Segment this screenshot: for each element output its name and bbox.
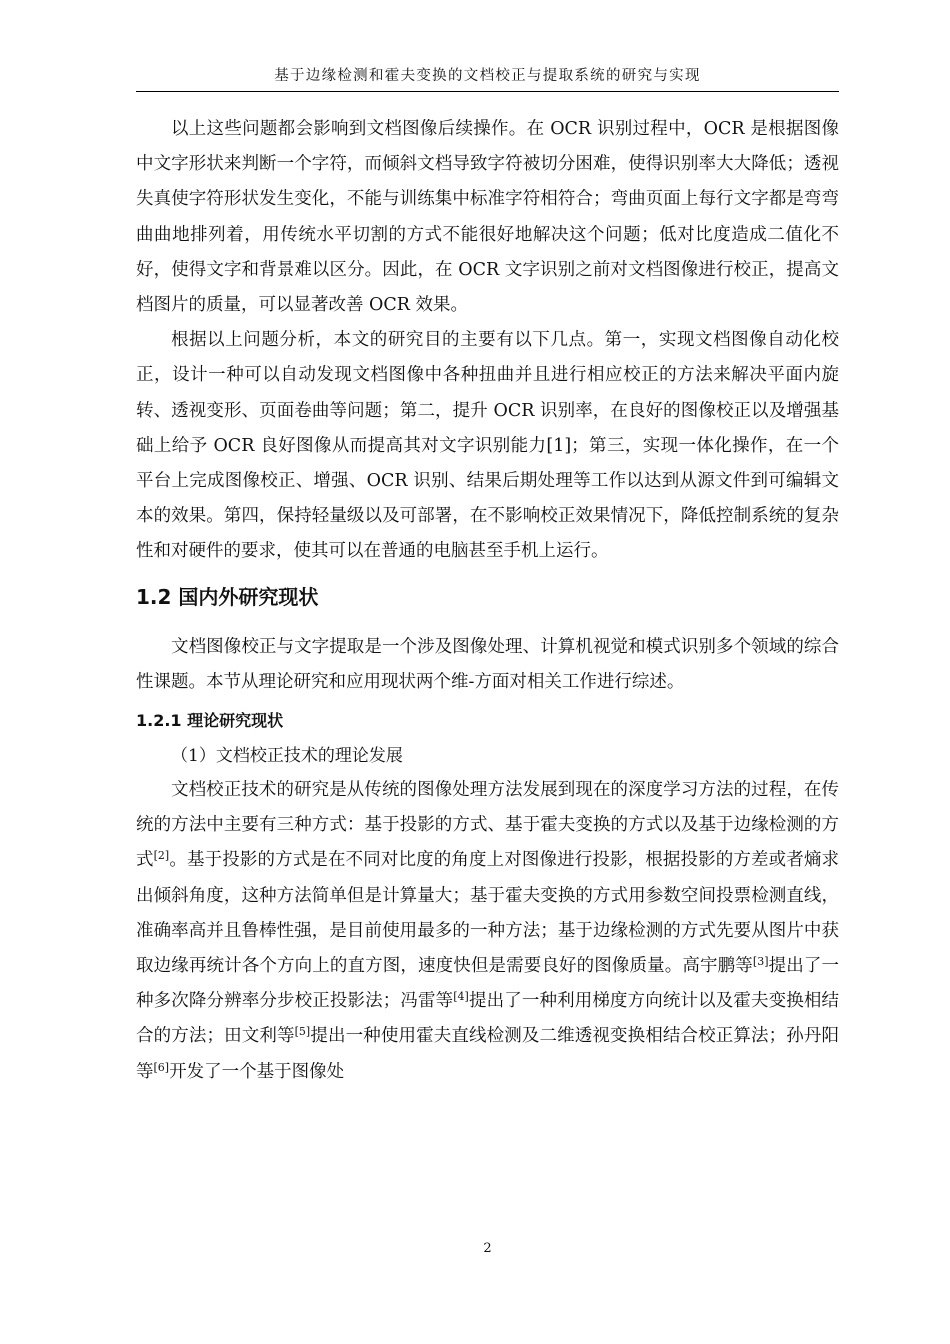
text-run: 提出一种使用霍夫直线检测及二维透视变换相结合校正算法；孙丹阳等 — [136, 1026, 840, 1082]
citation-ref: [5] — [294, 1025, 311, 1039]
text-run: 开发了一个基于图像处 — [169, 1061, 345, 1082]
paragraph-section-intro: 文档图像校正与文字提取是一个涉及图像处理、计算机视觉和模式识别多个领域的综合性课题。本节从理论研究和应用现状两个维-方面对相关工作进行综述。 — [136, 636, 839, 692]
text-run: 。基于投影的方式是在不同对比度的角度上对图像进行投影，根据投影的方差或者熵求出倾斜角度，这种方法简单但是计算量大；基于霍夫变换的方式用参数空间投票检测直线，准确率高并且鲁棒性强，是目前使用最多的一种方法；基于边缘检测的方式先要从图片中获取边缘再统计各个方向上的直方图，速度快但是需要良好的图像质量。高宇鹏等 — [136, 850, 840, 977]
text-run: 提出了一种利用梯度方向统计以及霍夫变换相结合的方法；田文利等 — [136, 991, 839, 1047]
header-rule — [136, 91, 839, 92]
sub-item-heading: （1）文档校正技术的理论发展 — [171, 746, 403, 767]
text-run: 提出了一种多次降分辨率分步校正投影法；冯雷等 — [136, 956, 840, 1012]
page-body — [136, 112, 839, 1090]
running-header: 基于边缘检测和霍夫变换的文档校正与提取系统的研究与实现 — [274, 68, 701, 84]
citation-ref: [4] — [453, 990, 469, 1004]
text-run: 文档校正技术的研究是从传统的图像处理方法发展到现在的深度学习方法的过程，在传统的方法中主要有三种方式：基于投影的方式、基于霍夫变换的方式以及基于边缘检测的方式 — [136, 780, 839, 871]
citation-ref: [3] — [752, 955, 769, 969]
paragraph-correction-methods — [136, 773, 839, 1090]
citation-ref: [2] — [153, 849, 170, 863]
subsection-heading-1-2-1: 1.2.1 理论研究现状 — [136, 711, 284, 731]
paragraph-ocr-problems: 以上这些问题都会影响到文档图像后续操作。在 OCR 识别过程中，OCR 是根据图像中文字形状来判断一个字符，而倾斜文档导致字符被切分困难，使得识别率大大降低；透视失真使字符形状发生变化，不能与训练集中标准字符相符合；弯曲页面上每行文字都是弯弯曲曲地排列着，用传统水平切割的方式不能很好地解决这个问题；低对比度造成二值化不好，使得文字和背景难以区分。因此，在 OCR 文字识别之前对文档图像进行校正，提高文档图片的质量，可以显著改善 OCR 效果。 — [136, 119, 839, 316]
paragraph-research-goals: 根据以上问题分析，本文的研究目的主要有以下几点。第一，实现文档图像自动化校正，设计一种可以自动发现文档图像中各种扭曲并且进行相应校正的方法来解决平面内旋转、透视变形、页面卷曲等问题；第二，提升 OCR 识别率，在良好的图像校正以及增强基础上给予 OCR 良好图像从而提高其对文字识别能力[1]；第三，实现一体化操作，在一个平台上完成图像校正、增强、OCR 识别、结果后期处理等工作以达到从源文件到可编辑文本的效果。第四，保持轻量级以及可部署，在不影响校正效果情况下，降低控制系统的复杂性和对硬件的要求，使其可以在普通的电脑甚至手机上运行。 — [136, 330, 839, 562]
page-number: 2 — [483, 1241, 492, 1256]
citation-ref: [6] — [153, 1060, 170, 1074]
section-heading-1-2: 1.2 国内外研究现状 — [136, 584, 319, 609]
